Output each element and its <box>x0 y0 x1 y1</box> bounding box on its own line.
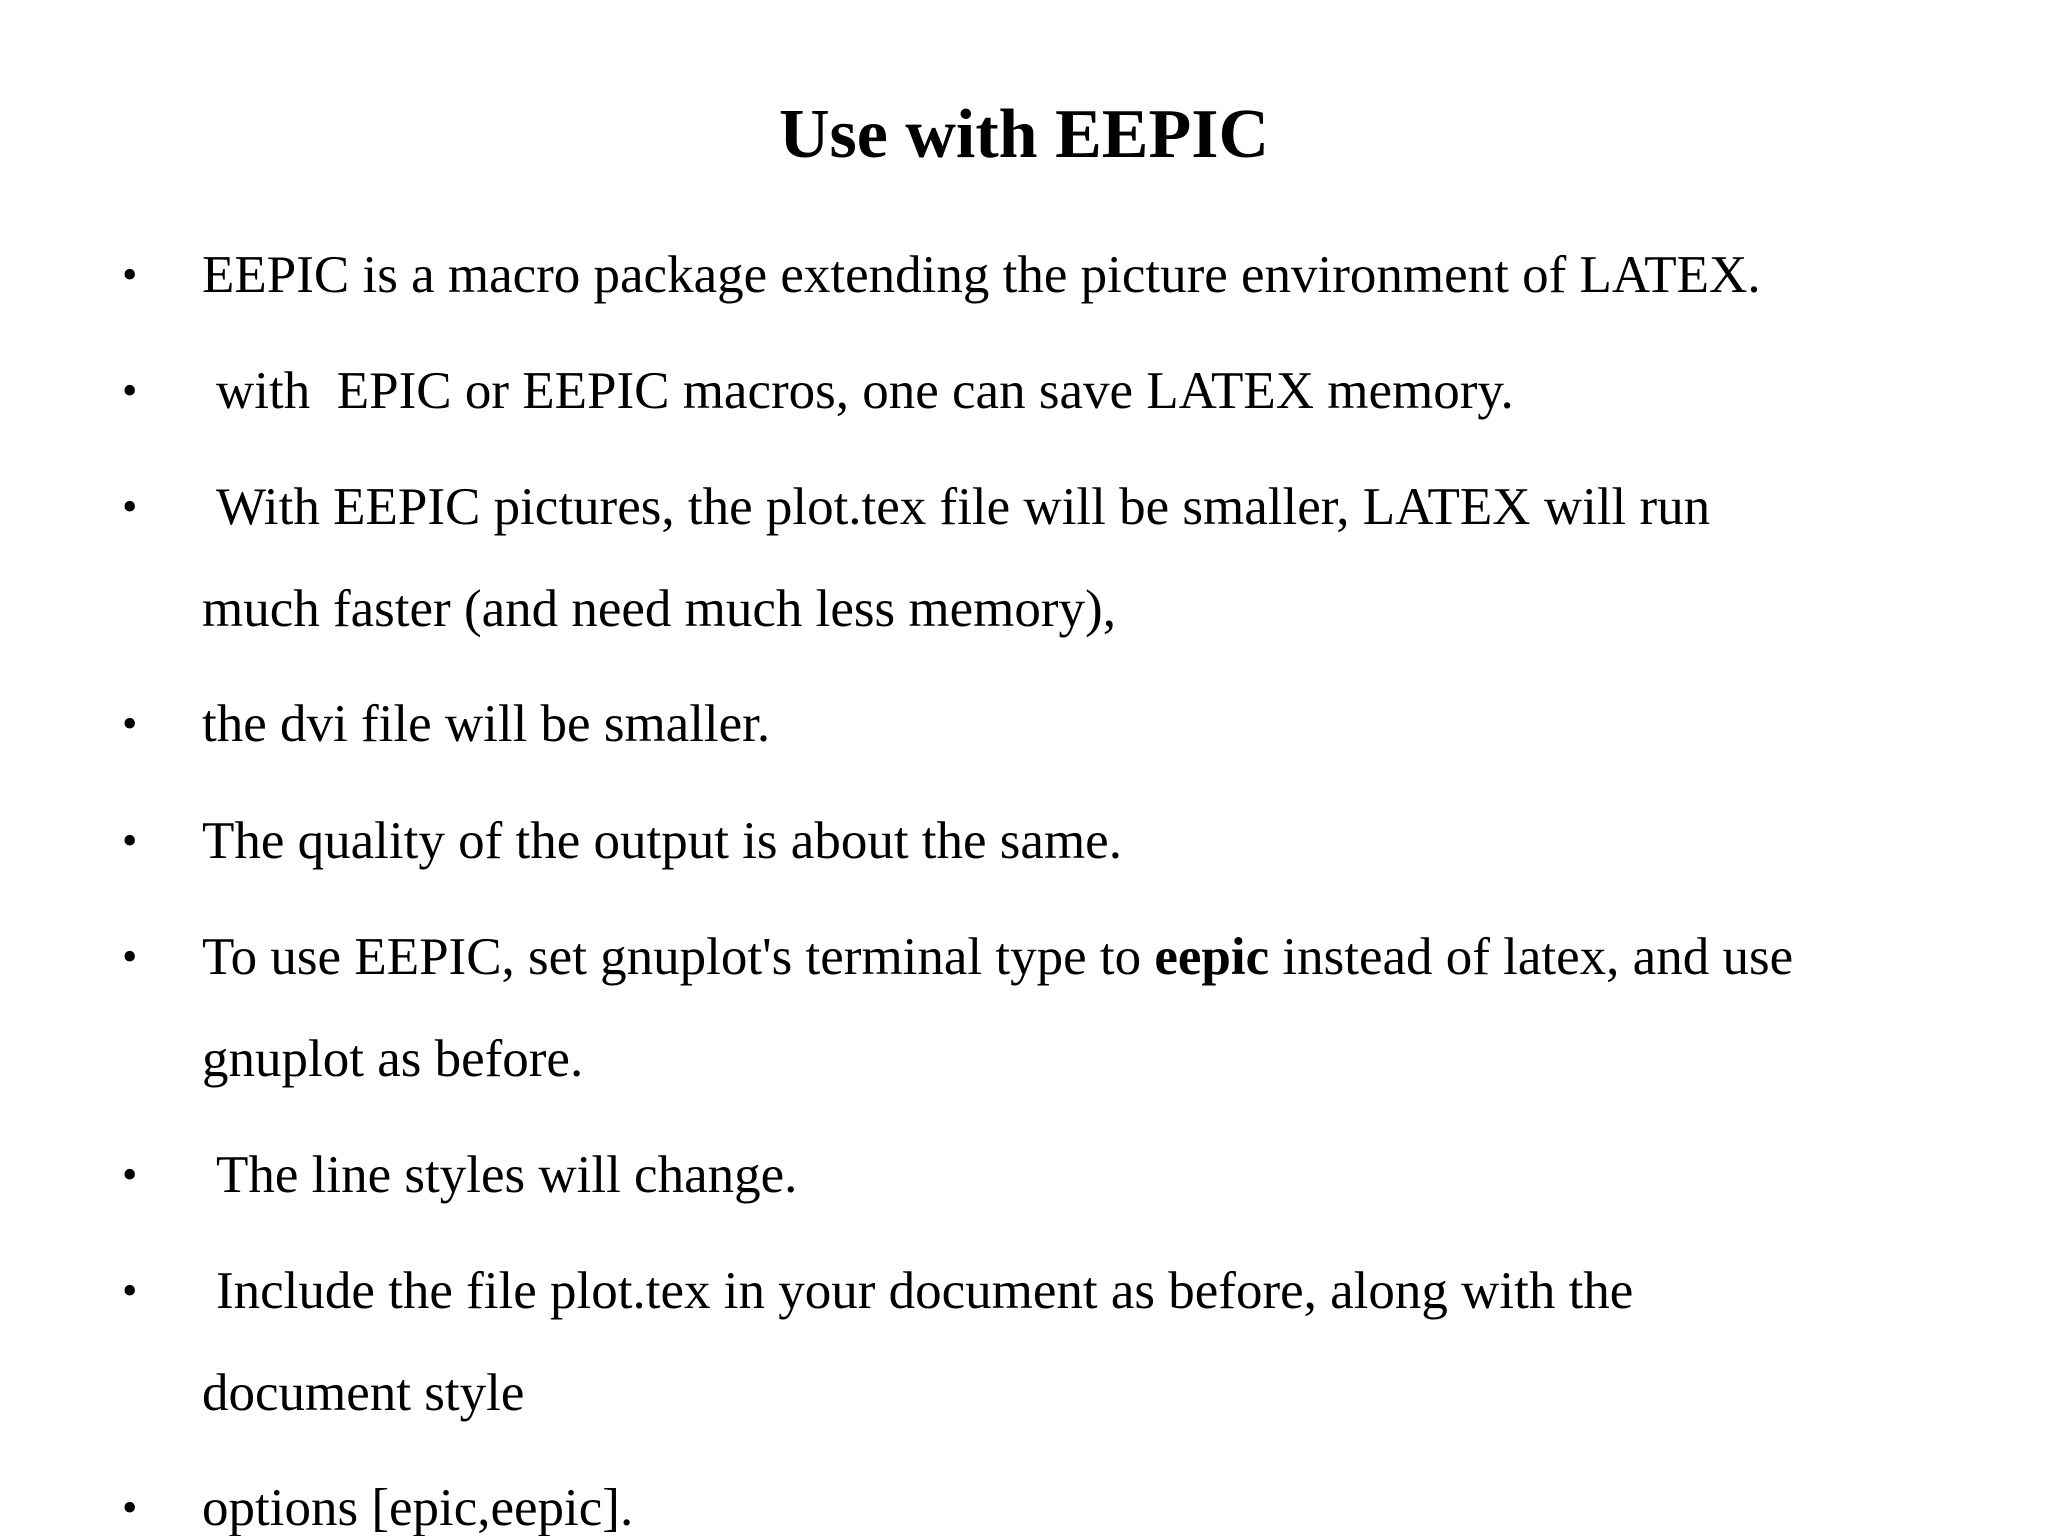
bullet-text: The line styles will change. <box>216 1146 798 1204</box>
bullet-text <box>202 906 2002 1008</box>
bullet-text-continuation: gnuplot as before. <box>202 1030 584 1088</box>
bullet-text-continuation: document style <box>202 1364 525 1422</box>
bullet-icon: • <box>122 482 138 531</box>
bullet-text-part: instead of latex, and use <box>1269 928 1794 986</box>
bullet-text: options [epic,eepic]. <box>202 1479 634 1536</box>
bullet-text: the dvi file will be smaller. <box>202 695 771 753</box>
bullet-text: with EPIC or EEPIC macros, one can save LATEX memory. <box>216 362 1514 420</box>
bullet-text: EEPIC is a macro package extending the picture environment of LATEX. <box>202 246 1761 304</box>
bullet-text: With EEPIC pictures, the plot.tex file will be smaller, LATEX will run <box>216 478 1711 536</box>
terminal-type-emphasis: eepic <box>1154 928 1270 986</box>
bullet-icon: • <box>122 1150 138 1199</box>
bullet-icon: • <box>122 1266 138 1315</box>
bullet-text-part: To use EEPIC, set gnuplot's terminal type to <box>202 928 1155 986</box>
slide-title: Use with EEPIC <box>778 96 1270 173</box>
bullet-icon: • <box>122 250 138 299</box>
bullet-icon: • <box>122 932 138 981</box>
bullet-text: Include the file plot.tex in your document as before, along with the <box>216 1262 1634 1320</box>
bullet-icon: • <box>122 699 138 748</box>
bullet-icon: • <box>122 816 138 865</box>
bullet-text: The quality of the output is about the same. <box>202 812 1122 870</box>
bullet-icon: • <box>122 1483 138 1532</box>
bullet-text-continuation: much faster (and need much less memory), <box>202 580 1116 638</box>
bullet-icon: • <box>122 366 138 415</box>
